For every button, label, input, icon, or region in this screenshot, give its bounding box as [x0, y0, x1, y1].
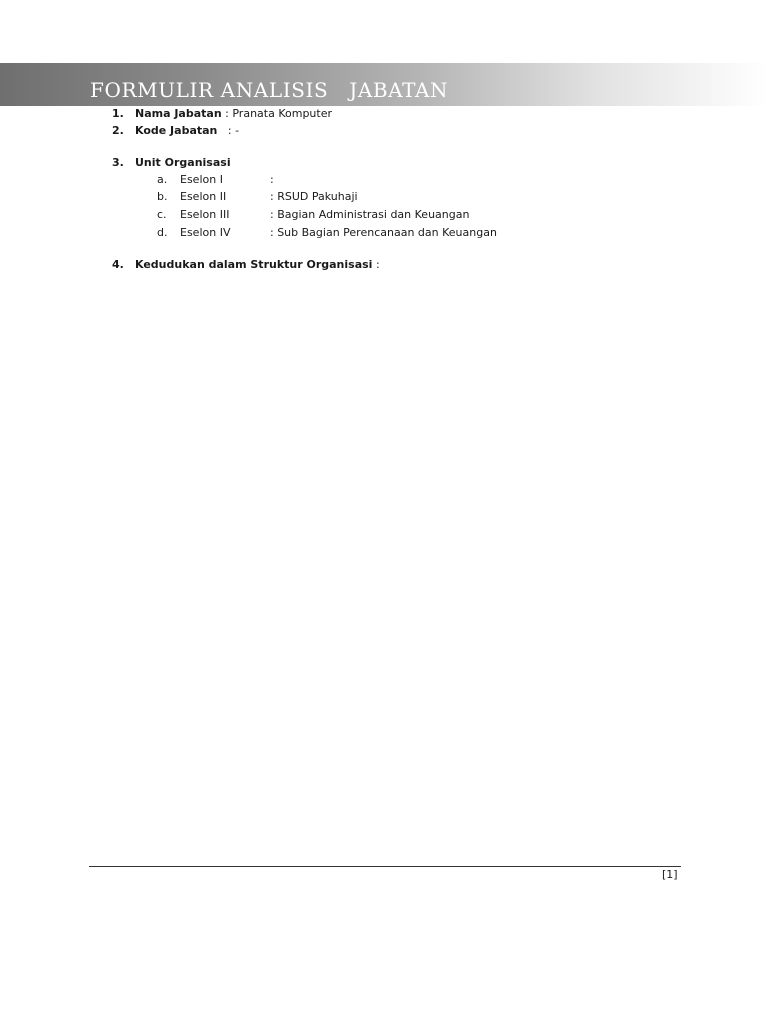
item-number: 3. — [112, 156, 124, 169]
sub-item-label: Eselon I — [180, 173, 223, 186]
item-value: : Pranata Komputer — [221, 107, 333, 120]
item-unit-organisasi — [135, 156, 231, 170]
sub-item-letter: b. — [157, 190, 168, 203]
sub-item-value: : Sub Bagian Perencanaan dan Keuangan — [270, 226, 497, 239]
sub-item-letter: c. — [157, 208, 167, 221]
sub-item-letter: d. — [157, 226, 168, 239]
sub-item-label: Eselon III — [180, 208, 230, 221]
item-label: Unit Organisasi — [135, 156, 231, 169]
item-label: Nama Jabatan — [135, 107, 222, 120]
page-number: [1] — [662, 868, 678, 881]
footer-rule — [89, 866, 681, 867]
sub-item-value: : Bagian Administrasi dan Keuangan — [270, 208, 470, 221]
item-number: 1. — [112, 107, 124, 120]
sub-item-label: Eselon IV — [180, 226, 231, 239]
item-value: : - — [217, 124, 240, 137]
item-number: 2. — [112, 124, 124, 137]
form-title: FORMULIR ANALISIS JABATAN — [90, 78, 449, 102]
sub-item-value: : — [270, 173, 274, 186]
sub-item-value: : RSUD Pakuhaji — [270, 190, 358, 203]
item-label: Kedudukan dalam Struktur Organisasi — [135, 258, 373, 271]
item-kode-jabatan — [135, 124, 239, 138]
sub-item-label: Eselon II — [180, 190, 227, 203]
item-label: Kode Jabatan — [135, 124, 218, 137]
sub-item-letter: a. — [157, 173, 168, 186]
item-number: 4. — [112, 258, 124, 271]
item-nama-jabatan — [135, 107, 332, 121]
item-kedudukan — [135, 258, 380, 272]
item-value: : — [372, 258, 380, 271]
